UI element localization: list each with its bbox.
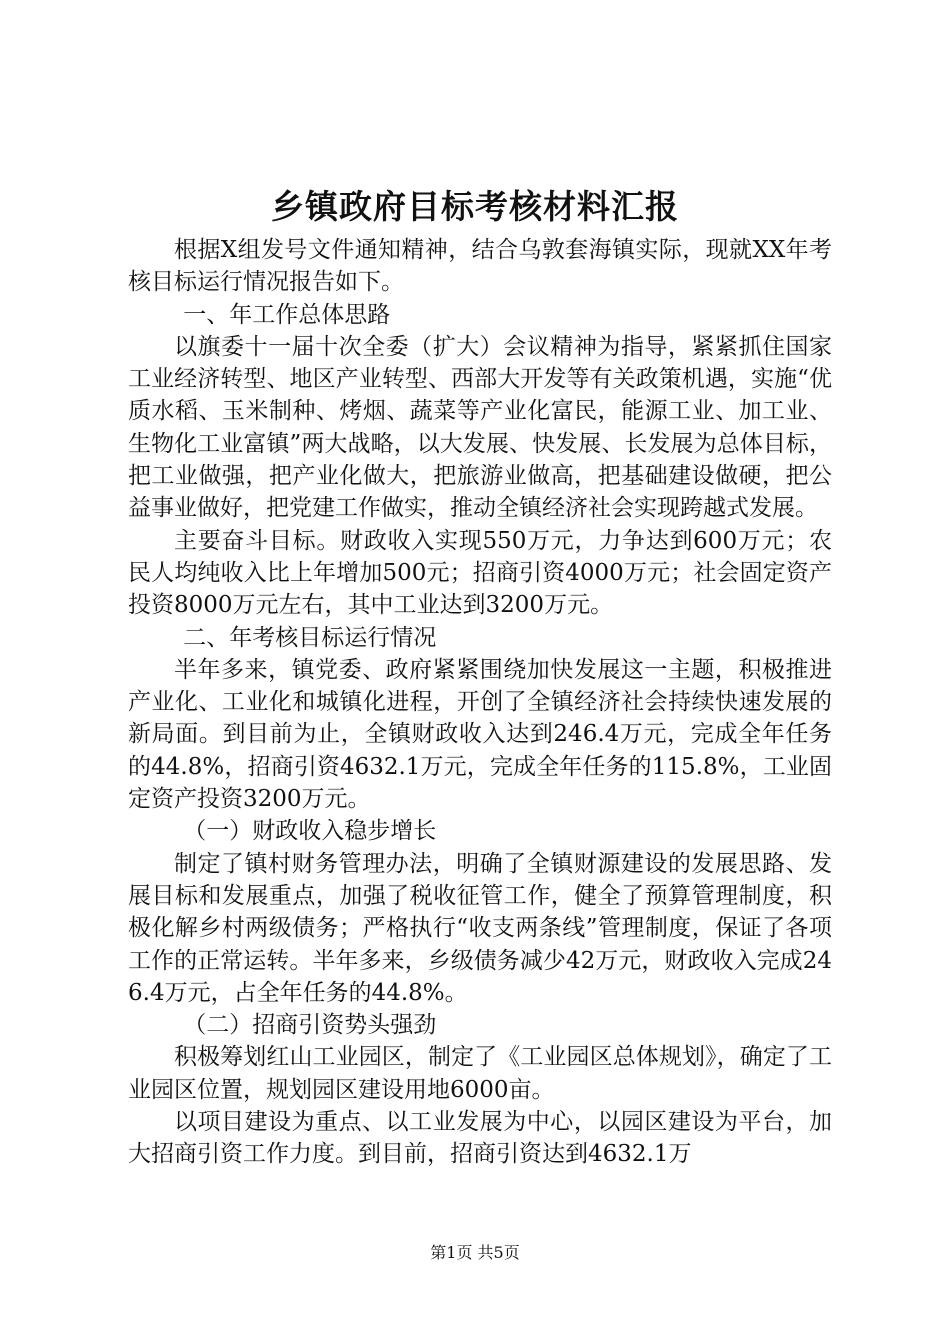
document-title: 乡镇政府目标考核材料汇报 bbox=[271, 187, 679, 226]
page-number-footer: 第1页 共5页 bbox=[430, 1243, 520, 1262]
document-body bbox=[128, 234, 832, 1171]
section-heading: 二、年考核目标运行情况 bbox=[183, 624, 437, 651]
paragraph: 积极筹划红山工业园区，制定了《工业园区总体规划》，确定了工业园区位置，规划园区建设用地6000亩。 bbox=[128, 1044, 832, 1103]
subsection-heading: （二）招商引资势头强劲 bbox=[183, 1012, 437, 1039]
subsection-heading: （一）财政收入稳步增长 bbox=[183, 818, 437, 845]
paragraph: 半年多来，镇党委、政府紧紧围绕加快发展这一主题，积极推进产业化、工业化和城镇化进程，开创了全镇经济社会持续快速发展的新局面。到目前为止，全镇财政收入达到246.4万元，完成全年任务的44.8%，招商引资4632.1万元，完成全年任务的115.8%，工业固定资产投资3200万元。 bbox=[128, 656, 832, 813]
section-heading: 一、年工作总体思路 bbox=[183, 301, 391, 328]
paragraph: 制定了镇村财务管理办法，明确了全镇财源建设的发展思路、发展目标和发展重点，加强了税收征管工作，健全了预算管理制度，积极化解乡村两级债务；严格执行“收支两条线”管理制度，保证了各项工作的正常运转。半年多来，乡级债务减少42万元，财政收入完成246.4万元，占全年任务的44.8%。 bbox=[128, 850, 832, 1006]
paragraph: 以项目建设为重点、以工业发展为中心，以园区建设为平台，加大招商引资工作力度。到目前，招商引资达到4632.1万 bbox=[128, 1109, 832, 1168]
paragraph: 以旗委十一届十次全委（扩大）会议精神为指导，紧紧抓住国家工业经济转型、地区产业转型、西部大开发等有关政策机遇，实施“优质水稻、玉米制种、烤烟、蔬菜等产业化富民，能源工业、加工业、生物化工业富镇”两大战略，以大发展、快发展、长发展为总体目标，把工业做强，把产业化做大，把旅游业做高，把基础建设做硬，把公益事业做好，把党建工作做实，推动全镇经济社会实现跨越式发展。 bbox=[128, 333, 832, 522]
paragraph: 根据X组发号文件通知精神，结合乌敦套海镇实际，现就XX年考核目标运行情况报告如下。 bbox=[128, 237, 832, 296]
paragraph: 主要奋斗目标。财政收入实现550万元，力争达到600万元；农民人均纯收入比上年增加500元；招商引资4000万元；社会固定资产投资8000万元左右，其中工业达到3200万元。 bbox=[128, 527, 832, 619]
